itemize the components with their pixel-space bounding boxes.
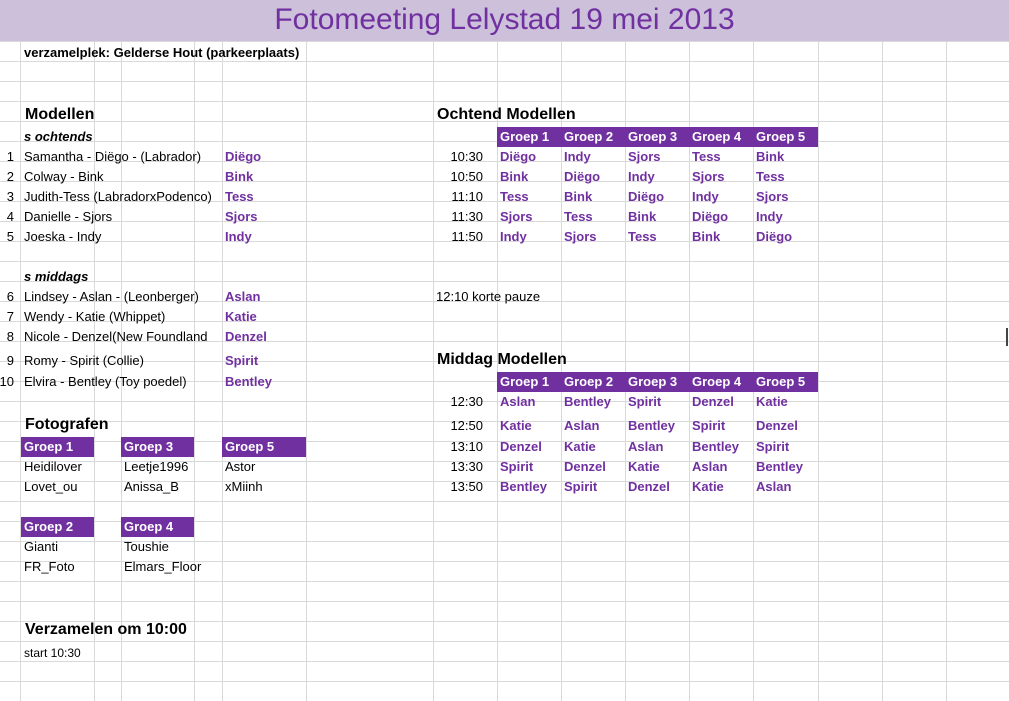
photographer-group-header: Groep 4	[121, 517, 194, 537]
model-entry: Elvira - Bentley (Toy poedel)	[24, 374, 187, 389]
meeting-point: verzamelplek: Gelderse Hout (parkeerplaats)	[24, 45, 300, 60]
photographer-name: Lovet_ou	[24, 479, 78, 494]
model-entry: Joeska - Indy	[24, 229, 102, 244]
schedule-cell: Bentley	[500, 479, 547, 494]
schedule-cell: Tess	[692, 149, 721, 164]
time-slot: 12:50	[450, 418, 483, 433]
morning-group-header: Groep 2	[561, 127, 625, 147]
photographer-name: Gianti	[24, 539, 58, 554]
schedule-cell: Bink	[692, 229, 721, 244]
model-number: 6	[6, 289, 14, 304]
grid-row-line	[0, 501, 1009, 502]
grid-row-line	[0, 681, 1009, 682]
grid-row-line	[0, 61, 1009, 62]
schedule-cell: Sjors	[628, 149, 661, 164]
schedule-cell: Katie	[500, 418, 532, 433]
schedule-cell: Denzel	[692, 394, 734, 409]
grid-row-line	[0, 101, 1009, 102]
grid-column-line	[94, 41, 95, 701]
schedule-cell: Indy	[756, 209, 783, 224]
afternoon-label: s middags	[24, 269, 89, 284]
model-dog: Tess	[225, 189, 254, 204]
schedule-cell: Diëgo	[756, 229, 793, 244]
grid-row-line	[0, 661, 1009, 662]
model-entry: Colway - Bink	[24, 169, 104, 184]
photographer-name: Anissa_B	[124, 479, 179, 494]
schedule-cell: Tess	[500, 189, 529, 204]
model-number: 2	[6, 169, 14, 184]
grid-column-line	[306, 41, 307, 701]
model-entry: Judith-Tess (LabradorxPodenco)	[24, 189, 212, 204]
model-dog: Spirit	[225, 353, 259, 368]
model-dog: Aslan	[225, 289, 261, 304]
time-slot: 10:30	[450, 149, 483, 164]
schedule-cell: Diëgo	[628, 189, 665, 204]
schedule-cell: Sjors	[756, 189, 789, 204]
schedule-cell: Spirit	[500, 459, 534, 474]
photographer-name: xMiinh	[225, 479, 263, 494]
start-time: start 10:30	[24, 646, 81, 660]
time-slot: 11:50	[451, 229, 483, 244]
model-dog: Diëgo	[225, 149, 262, 164]
morning-group-header: Groep 1	[497, 127, 561, 147]
schedule-cell: Katie	[756, 394, 788, 409]
morning-schedule-heading: Ochtend Modellen	[437, 106, 576, 123]
afternoon-group-header: Groep 4	[689, 372, 753, 392]
pause-note: 12:10 korte pauze	[436, 289, 541, 304]
model-number: 7	[6, 309, 14, 324]
model-entry: Wendy - Katie (Whippet)	[24, 309, 166, 324]
grid-column-line	[818, 41, 819, 701]
schedule-cell: Indy	[564, 149, 591, 164]
model-dog: Sjors	[225, 209, 258, 224]
model-number: 5	[6, 229, 14, 244]
schedule-cell: Aslan	[756, 479, 792, 494]
grid-column-line	[194, 41, 195, 701]
grid-row-line	[0, 581, 1009, 582]
photographer-name: FR_Foto	[24, 559, 75, 574]
model-entry: Lindsey - Aslan - (Leonberger)	[24, 289, 199, 304]
schedule-cell: Indy	[500, 229, 527, 244]
grid-row-line	[0, 81, 1009, 82]
morning-label: s ochtends	[24, 129, 93, 144]
schedule-cell: Bentley	[692, 439, 739, 454]
schedule-cell: Spirit	[564, 479, 598, 494]
time-slot: 11:30	[451, 209, 483, 224]
schedule-cell: Bentley	[628, 418, 675, 433]
time-slot: 13:30	[450, 459, 483, 474]
photographer-name: Elmars_Floor	[124, 559, 202, 574]
time-slot: 10:50	[450, 169, 483, 184]
photographer-group-header: Groep 1	[21, 437, 94, 457]
time-slot: 11:10	[451, 189, 483, 204]
schedule-cell: Diëgo	[692, 209, 729, 224]
schedule-cell: Aslan	[628, 439, 664, 454]
grid-row-line	[0, 601, 1009, 602]
grid-row-line	[0, 641, 1009, 642]
schedule-cell: Tess	[756, 169, 785, 184]
grid-column-line	[433, 41, 434, 701]
schedule-cell: Katie	[692, 479, 724, 494]
schedule-cell: Spirit	[756, 439, 790, 454]
page-title: Fotomeeting Lelystad 19 mei 2013	[274, 3, 735, 36]
model-dog: Bentley	[225, 374, 272, 389]
schedule-cell: Spirit	[692, 418, 726, 433]
model-entry: Samantha - Diëgo - (Labrador)	[24, 149, 202, 164]
schedule-cell: Bink	[628, 209, 657, 224]
model-entry: Nicole - Denzel(New Foundland	[24, 329, 208, 344]
grid-column-line	[946, 41, 947, 701]
schedule-cell: Sjors	[564, 229, 597, 244]
time-slot: 13:50	[450, 479, 483, 494]
afternoon-group-header: Groep 2	[561, 372, 625, 392]
schedule-cell: Katie	[564, 439, 596, 454]
photographer-name: Leetje1996	[124, 459, 189, 474]
photographer-group-header: Groep 5	[222, 437, 306, 457]
grid-column-line	[882, 41, 883, 701]
afternoon-group-header: Groep 3	[625, 372, 689, 392]
model-number: 10	[0, 374, 14, 389]
photographer-group-header: Groep 2	[21, 517, 94, 537]
morning-group-header: Groep 4	[689, 127, 753, 147]
grid-row-line	[0, 281, 1009, 282]
schedule-cell: Diëgo	[564, 169, 601, 184]
schedule-cell: Indy	[692, 189, 719, 204]
grid-row-line	[0, 41, 1009, 42]
grid-column-line	[222, 41, 223, 701]
photographer-name: Heidilover	[24, 459, 82, 474]
model-entry: Danielle - Sjors	[24, 209, 113, 224]
schedule-cell: Denzel	[564, 459, 606, 474]
models-heading: Modellen	[25, 106, 95, 123]
afternoon-group-header: Groep 1	[497, 372, 561, 392]
time-slot: 12:30	[450, 394, 483, 409]
grid-column-line	[121, 41, 122, 701]
model-dog: Denzel	[225, 329, 267, 344]
photographer-name: Toushie	[124, 539, 169, 554]
model-entry: Romy - Spirit (Collie)	[24, 353, 144, 368]
schedule-cell: Denzel	[628, 479, 670, 494]
model-dog: Indy	[225, 229, 252, 244]
photographer-name: Astor	[225, 459, 256, 474]
schedule-cell: Bink	[756, 149, 785, 164]
schedule-cell: Katie	[628, 459, 660, 474]
grid-column-line	[20, 41, 21, 701]
schedule-cell: Spirit	[628, 394, 662, 409]
model-number: 8	[6, 329, 14, 344]
schedule-cell: Bentley	[564, 394, 611, 409]
schedule-cell: Bink	[564, 189, 593, 204]
schedule-cell: Aslan	[500, 394, 536, 409]
grid-row-line	[0, 261, 1009, 262]
photographer-group-header: Groep 3	[121, 437, 194, 457]
model-dog: Katie	[225, 309, 257, 324]
model-number: 3	[6, 189, 14, 204]
time-slot: 13:10	[450, 439, 483, 454]
afternoon-group-header: Groep 5	[753, 372, 818, 392]
morning-group-header: Groep 3	[625, 127, 689, 147]
schedule-cell: Tess	[564, 209, 593, 224]
schedule-cell: Aslan	[564, 418, 600, 433]
gather-heading: Verzamelen om 10:00	[25, 621, 187, 638]
schedule-cell: Aslan	[692, 459, 728, 474]
schedule-cell: Bentley	[756, 459, 803, 474]
schedule-cell: Diëgo	[500, 149, 537, 164]
model-number: 9	[6, 353, 14, 368]
model-number: 1	[6, 149, 14, 164]
schedule-cell: Sjors	[692, 169, 725, 184]
schedule-cell: Denzel	[756, 418, 798, 433]
schedule-cell: Sjors	[500, 209, 533, 224]
schedule-cell: Indy	[628, 169, 655, 184]
afternoon-schedule-heading: Middag Modellen	[437, 351, 567, 368]
schedule-cell: Denzel	[500, 439, 542, 454]
schedule-cell: Bink	[500, 169, 529, 184]
text-cursor	[1006, 328, 1008, 346]
model-dog: Bink	[225, 169, 254, 184]
photographers-heading: Fotografen	[25, 416, 109, 433]
schedule-cell: Tess	[628, 229, 657, 244]
model-number: 4	[6, 209, 14, 224]
morning-group-header: Groep 5	[753, 127, 818, 147]
